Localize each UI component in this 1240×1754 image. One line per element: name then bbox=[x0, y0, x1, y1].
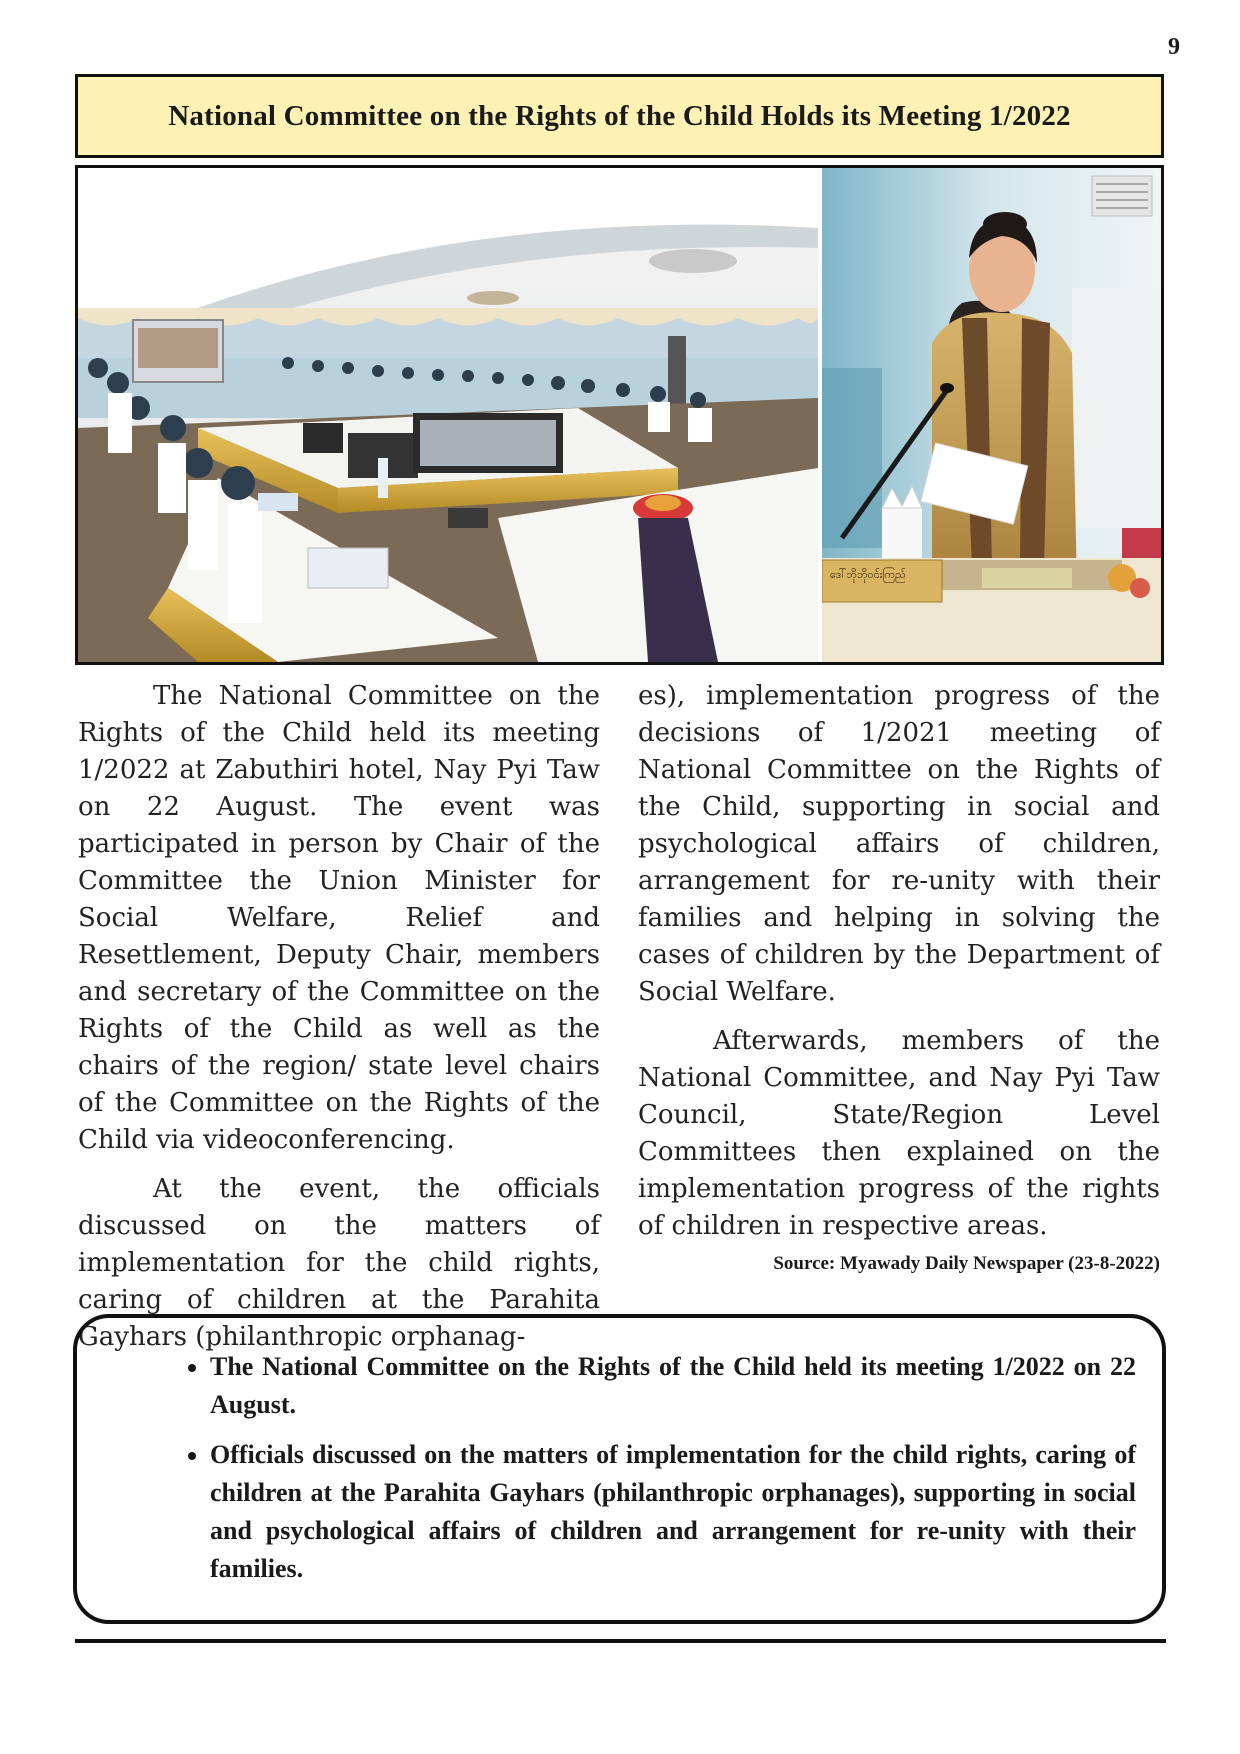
summary-bullet: • The National Committee on the Rights of the Child held its meeting 1/2022 on 22 August. bbox=[210, 1348, 1136, 1424]
article-paragraph: At the event, the officials discussed on the matters of implementation for the child rights, caring of children at the Parahita Gayhars (philanthropic orphanag- bbox=[78, 1174, 600, 1352]
page-number: 9 bbox=[1168, 34, 1180, 60]
article-paragraph: es), implementation progress of the decisions of 1/2021 meeting of National Committee on the Rights of the Child, supporting in social and psychological affairs of children, arrangement for re-unity with their families and helping in solving the cases of children by the Department of Social Welfare. bbox=[638, 681, 1160, 1007]
article-column-right bbox=[638, 678, 1160, 1257]
summary-bullet: • Officials discussed on the matters of implementation for the child rights, caring of children at the Parahita Gayhars (philanthropic orphanages), supporting in social and psychological affairs of children and arrangement for re-unity with their families. bbox=[210, 1436, 1136, 1588]
article-column-left bbox=[78, 678, 600, 1368]
nameplate-text: ဒေါ်ဘိုဘိုဝင်းကြည် bbox=[830, 568, 906, 581]
bottom-rule bbox=[75, 1639, 1166, 1643]
speaker-at-podium-photo bbox=[822, 168, 1161, 662]
meeting-room-photo bbox=[78, 168, 818, 662]
summary-list bbox=[135, 1348, 1136, 1588]
title-box bbox=[75, 74, 1164, 158]
page-title: National Committee on the Rights of the Child Holds its Meeting 1/2022 bbox=[168, 99, 1071, 132]
source-citation: Source: Myawady Daily Newspaper (23-8-2022) bbox=[773, 1253, 1160, 1274]
article-paragraph: Afterwards, members of the National Committee, and Nay Pyi Taw Council, State/Region Level Committees then explained on the implementation progress of the rights of children in respective areas. bbox=[638, 1026, 1160, 1241]
article-paragraph: The National Committee on the Rights of the Child held its meeting 1/2022 at Zabuthiri hotel, Nay Pyi Taw on 22 August. The event was participated in person by Chair of the Committee the Union Minister for Social Welfare, Relief and Resettlement, Deputy Chair, members and secretary of the Committee on the Rights of the Child as well as the chairs of the region/ state level chairs of the Committee on the Rights of the Child via videoconferencing. bbox=[78, 681, 600, 1155]
summary-box bbox=[73, 1314, 1166, 1624]
photo-frame bbox=[75, 165, 1164, 665]
